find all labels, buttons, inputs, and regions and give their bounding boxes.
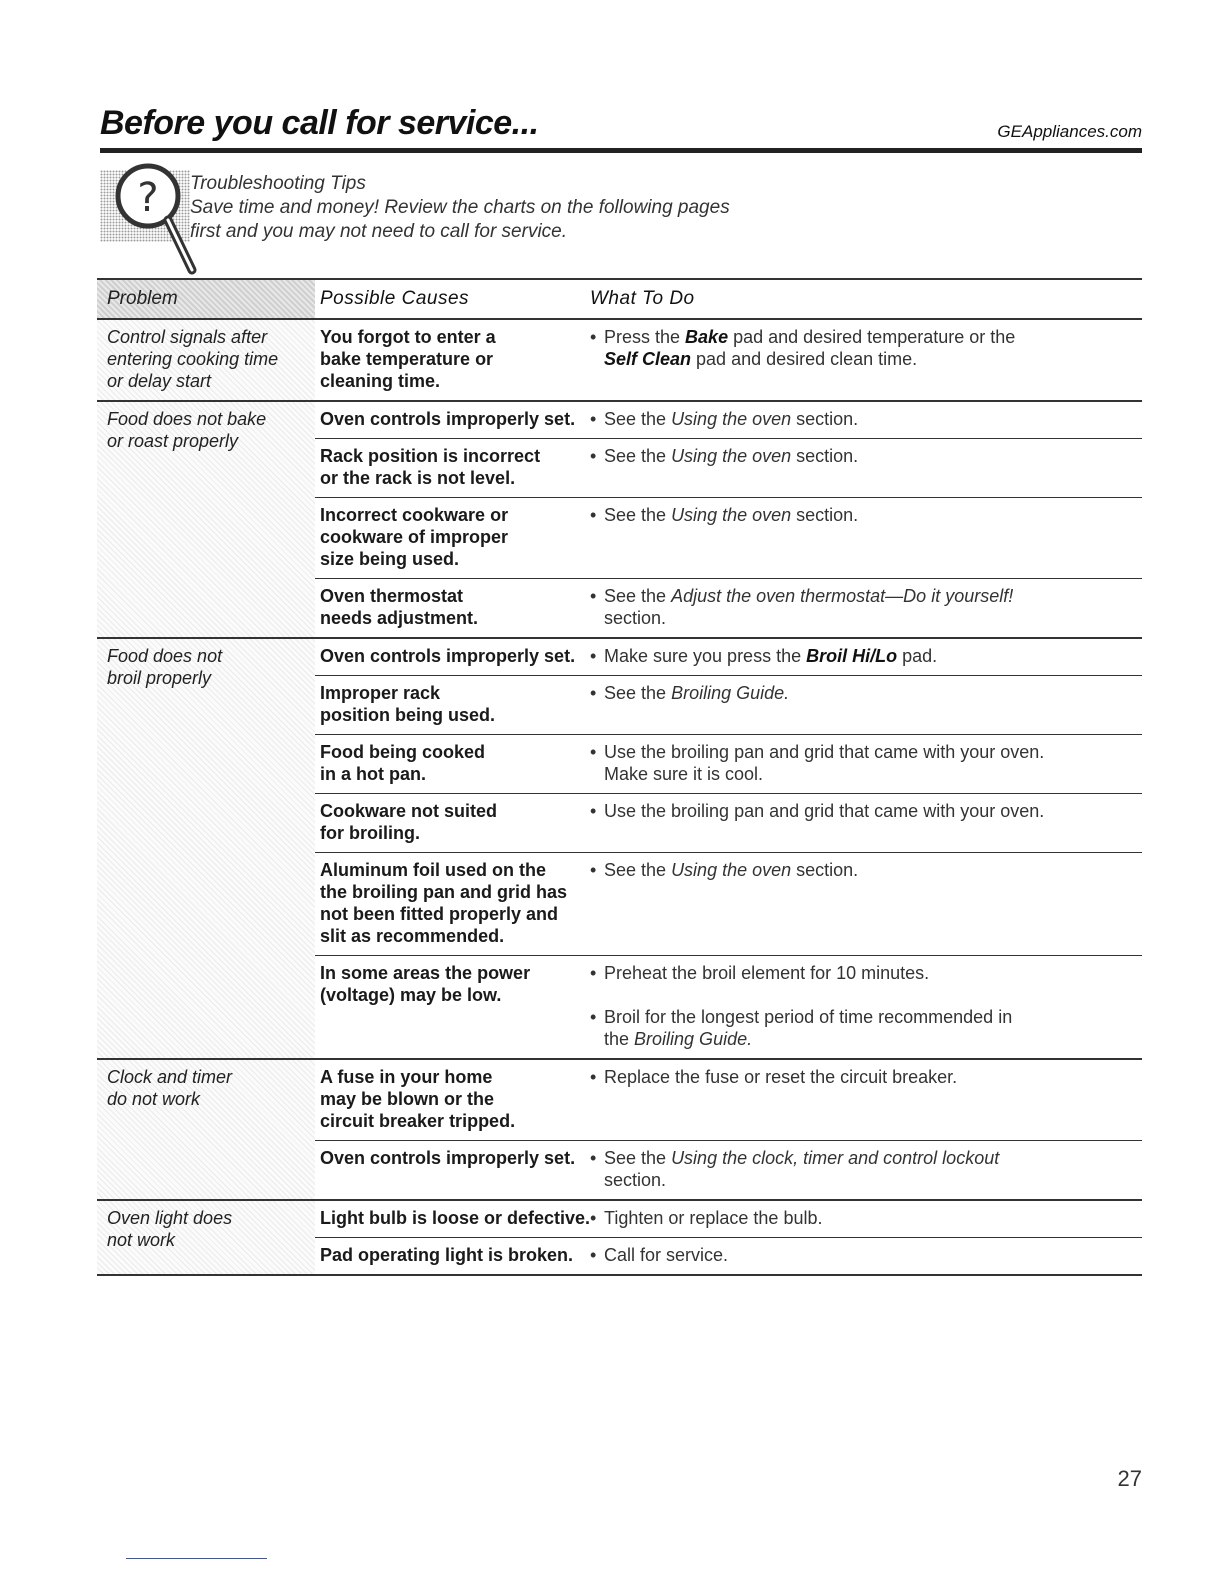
table-row — [315, 852, 1142, 955]
possible-cause — [315, 794, 590, 852]
table-row — [315, 402, 1142, 438]
action-bullet — [590, 800, 1142, 822]
cause-text: needs adjustment. — [320, 608, 479, 628]
possible-cause — [315, 853, 590, 955]
action-text: Replace the fuse or reset the circuit breaker. — [604, 1067, 958, 1087]
cause-text: Aluminum foil used on the — [320, 860, 546, 880]
what-to-do — [590, 735, 1142, 793]
problem-text: or delay start — [107, 371, 212, 391]
cause-text: (voltage) may be low. — [320, 985, 502, 1005]
possible-cause — [315, 402, 590, 438]
action-text: Call for service. — [604, 1245, 729, 1265]
svg-text:?: ? — [137, 175, 159, 221]
action-bullet — [590, 741, 1142, 785]
cause-text: cookware of improper — [320, 527, 509, 547]
cause-text: Oven controls improperly set. — [320, 646, 576, 666]
action-text: Using the oven — [671, 505, 792, 525]
action-text: See the — [604, 683, 672, 703]
possible-cause — [315, 439, 590, 497]
problem-text: or roast properly — [107, 431, 239, 451]
cause-text: Oven controls improperly set. — [320, 409, 576, 429]
what-to-do — [590, 1201, 1142, 1237]
problem-text: Food does not — [107, 646, 223, 666]
cause-text: position being used. — [320, 705, 495, 725]
possible-cause — [315, 676, 590, 734]
problem-text: Control signals after — [107, 327, 268, 347]
possible-cause — [315, 956, 590, 1058]
table-row — [315, 497, 1142, 578]
cause-text: Light bulb is loose or defective. — [320, 1208, 591, 1228]
cause-text: You forgot to enter a — [320, 327, 496, 347]
action-text: section. — [791, 409, 859, 429]
cause-text: A fuse in your home — [320, 1067, 493, 1087]
possible-cause — [315, 320, 590, 400]
possible-cause — [315, 579, 590, 637]
action-bullet — [590, 504, 1142, 526]
what-to-do — [590, 1060, 1142, 1140]
cause-text: Pad operating light is broken. — [320, 1245, 574, 1265]
action-text: section. — [604, 608, 667, 628]
cause-text: circuit breaker tripped. — [320, 1111, 516, 1131]
action-bullet — [590, 1006, 1142, 1050]
table-row — [315, 320, 1142, 400]
cause-text: Rack position is incorrect — [320, 446, 541, 466]
what-to-do — [590, 439, 1142, 497]
cause-text: bake temperature or — [320, 349, 494, 369]
tips-line: first and you may not need to call for service. — [190, 221, 568, 242]
problem-group — [97, 1060, 1142, 1201]
table-row — [315, 438, 1142, 497]
possible-cause — [315, 1141, 590, 1199]
cause-text: in a hot pan. — [320, 764, 426, 784]
problem-text: entering cooking time — [107, 349, 279, 369]
table-body — [97, 320, 1142, 1276]
action-bullet — [590, 1207, 1142, 1229]
table-row — [315, 1237, 1142, 1274]
problem-text: Oven light does — [107, 1208, 233, 1228]
action-bullet — [590, 1066, 1142, 1088]
action-bullet — [590, 585, 1142, 629]
action-text: pad and desired clean time. — [691, 349, 918, 369]
cause-text: not been fitted properly and — [320, 904, 559, 924]
action-text: Bake — [685, 327, 729, 347]
tips-heading: Troubleshooting Tips — [190, 173, 366, 194]
what-to-do — [590, 639, 1142, 675]
action-text: Make sure you press the — [604, 646, 807, 666]
action-text: pad. — [897, 646, 938, 666]
action-text: section. — [791, 860, 859, 880]
action-text: Make sure it is cool. — [604, 764, 764, 784]
possible-cause — [315, 1238, 590, 1274]
problem-cell — [97, 1060, 315, 1199]
problem-group — [97, 1201, 1142, 1276]
cause-text: for broiling. — [320, 823, 420, 843]
action-text: See the — [604, 409, 672, 429]
action-bullet — [590, 962, 1142, 984]
action-text: Broil for the longest period of time recommended in — [604, 1007, 1013, 1027]
action-text: Tighten or replace the bulb. — [604, 1208, 823, 1228]
cause-text: Cookware not suited — [320, 801, 498, 821]
cause-text: Incorrect cookware or — [320, 505, 509, 525]
possible-cause — [315, 1060, 590, 1140]
page-title: Before you call for service... — [100, 104, 539, 142]
action-bullet — [590, 1244, 1142, 1266]
table-row — [315, 734, 1142, 793]
possible-cause — [315, 735, 590, 793]
page-number: 27 — [1117, 1466, 1142, 1491]
what-to-do — [590, 1238, 1142, 1274]
tips-line: Save time and money! Review the charts on the following pages — [190, 197, 730, 218]
action-bullet — [590, 445, 1142, 467]
problem-text: broil properly — [107, 668, 212, 688]
problem-group — [97, 402, 1142, 639]
problem-cell — [97, 402, 315, 637]
what-to-do — [590, 956, 1142, 1058]
cause-text: cleaning time. — [320, 371, 441, 391]
action-bullet — [590, 682, 1142, 704]
problem-cell — [97, 320, 315, 400]
what-to-do — [590, 498, 1142, 578]
cause-text: may be blown or the — [320, 1089, 495, 1109]
action-text: See the — [604, 860, 672, 880]
table-row — [315, 1201, 1142, 1237]
possible-cause — [315, 498, 590, 578]
action-bullet — [590, 408, 1142, 430]
table-row — [315, 639, 1142, 675]
what-to-do — [590, 794, 1142, 852]
action-text: Adjust the oven thermostat—Do it yourself! — [671, 586, 1014, 606]
problem-text: do not work — [107, 1089, 201, 1109]
action-text: See the — [604, 446, 672, 466]
cause-text: Oven thermostat — [320, 586, 464, 606]
action-text: pad and desired temperature or the — [728, 327, 1016, 347]
action-bullet — [590, 1147, 1142, 1191]
action-text: Broiling Guide. — [671, 683, 790, 703]
header-possible-causes: Possible Causes — [320, 288, 470, 309]
website-label: GEAppliances.com — [997, 122, 1142, 141]
action-text: Broil Hi/Lo — [806, 646, 898, 666]
footer-rule — [126, 1558, 267, 1559]
header-problem: Problem — [97, 280, 315, 318]
troubleshooting-tips — [190, 172, 730, 244]
table-header — [97, 278, 1142, 320]
title-rule — [100, 148, 1142, 153]
problem-text: not work — [107, 1230, 176, 1250]
action-text: See the — [604, 1148, 672, 1168]
what-to-do — [590, 676, 1142, 734]
action-text: Broiling Guide. — [634, 1029, 753, 1049]
what-to-do — [590, 853, 1142, 955]
problem-cell — [97, 639, 315, 1058]
troubleshooting-table — [97, 278, 1142, 1276]
cause-text: Food being cooked — [320, 742, 485, 762]
problem-group — [97, 320, 1142, 402]
action-text: section. — [791, 446, 859, 466]
table-row — [315, 1060, 1142, 1140]
what-to-do — [590, 579, 1142, 637]
table-row — [315, 1140, 1142, 1199]
what-to-do — [590, 402, 1142, 438]
cause-text: Improper rack — [320, 683, 441, 703]
action-text: Using the oven — [671, 409, 792, 429]
possible-cause — [315, 1201, 590, 1237]
cause-text: slit as recommended. — [320, 926, 505, 946]
what-to-do — [590, 320, 1142, 400]
action-text: Using the oven — [671, 860, 792, 880]
table-row — [315, 793, 1142, 852]
action-bullet — [590, 326, 1142, 370]
action-text: the — [604, 1029, 635, 1049]
problem-cell — [97, 1201, 315, 1274]
action-text: Use the broiling pan and grid that came with your oven. — [604, 742, 1045, 762]
problem-group — [97, 639, 1142, 1060]
action-bullet — [590, 859, 1142, 881]
cause-text: size being used. — [320, 549, 460, 569]
cause-text: Oven controls improperly set. — [320, 1148, 576, 1168]
cause-text: the broiling pan and grid has — [320, 882, 568, 902]
action-text: section. — [791, 505, 859, 525]
action-text: Self Clean — [604, 349, 692, 369]
table-row — [315, 578, 1142, 637]
problem-text: Clock and timer — [107, 1067, 233, 1087]
action-text: Use the broiling pan and grid that came with your oven. — [604, 801, 1045, 821]
possible-cause — [315, 639, 590, 675]
table-row — [315, 955, 1142, 1058]
cause-text: or the rack is not level. — [320, 468, 516, 488]
header-what-to-do: What To Do — [590, 288, 695, 309]
action-text: Using the clock, timer and control lockout — [671, 1148, 1000, 1168]
action-text: See the — [604, 505, 672, 525]
action-text: Preheat the broil element for 10 minutes. — [604, 963, 930, 983]
problem-text: Food does not bake — [107, 409, 267, 429]
action-bullet — [590, 645, 1142, 667]
action-text: Using the oven — [671, 446, 792, 466]
table-row — [315, 675, 1142, 734]
action-text: section. — [604, 1170, 667, 1190]
action-text: Press the — [604, 327, 686, 347]
what-to-do — [590, 1141, 1142, 1199]
cause-text: In some areas the power — [320, 963, 531, 983]
action-text: See the — [604, 586, 672, 606]
